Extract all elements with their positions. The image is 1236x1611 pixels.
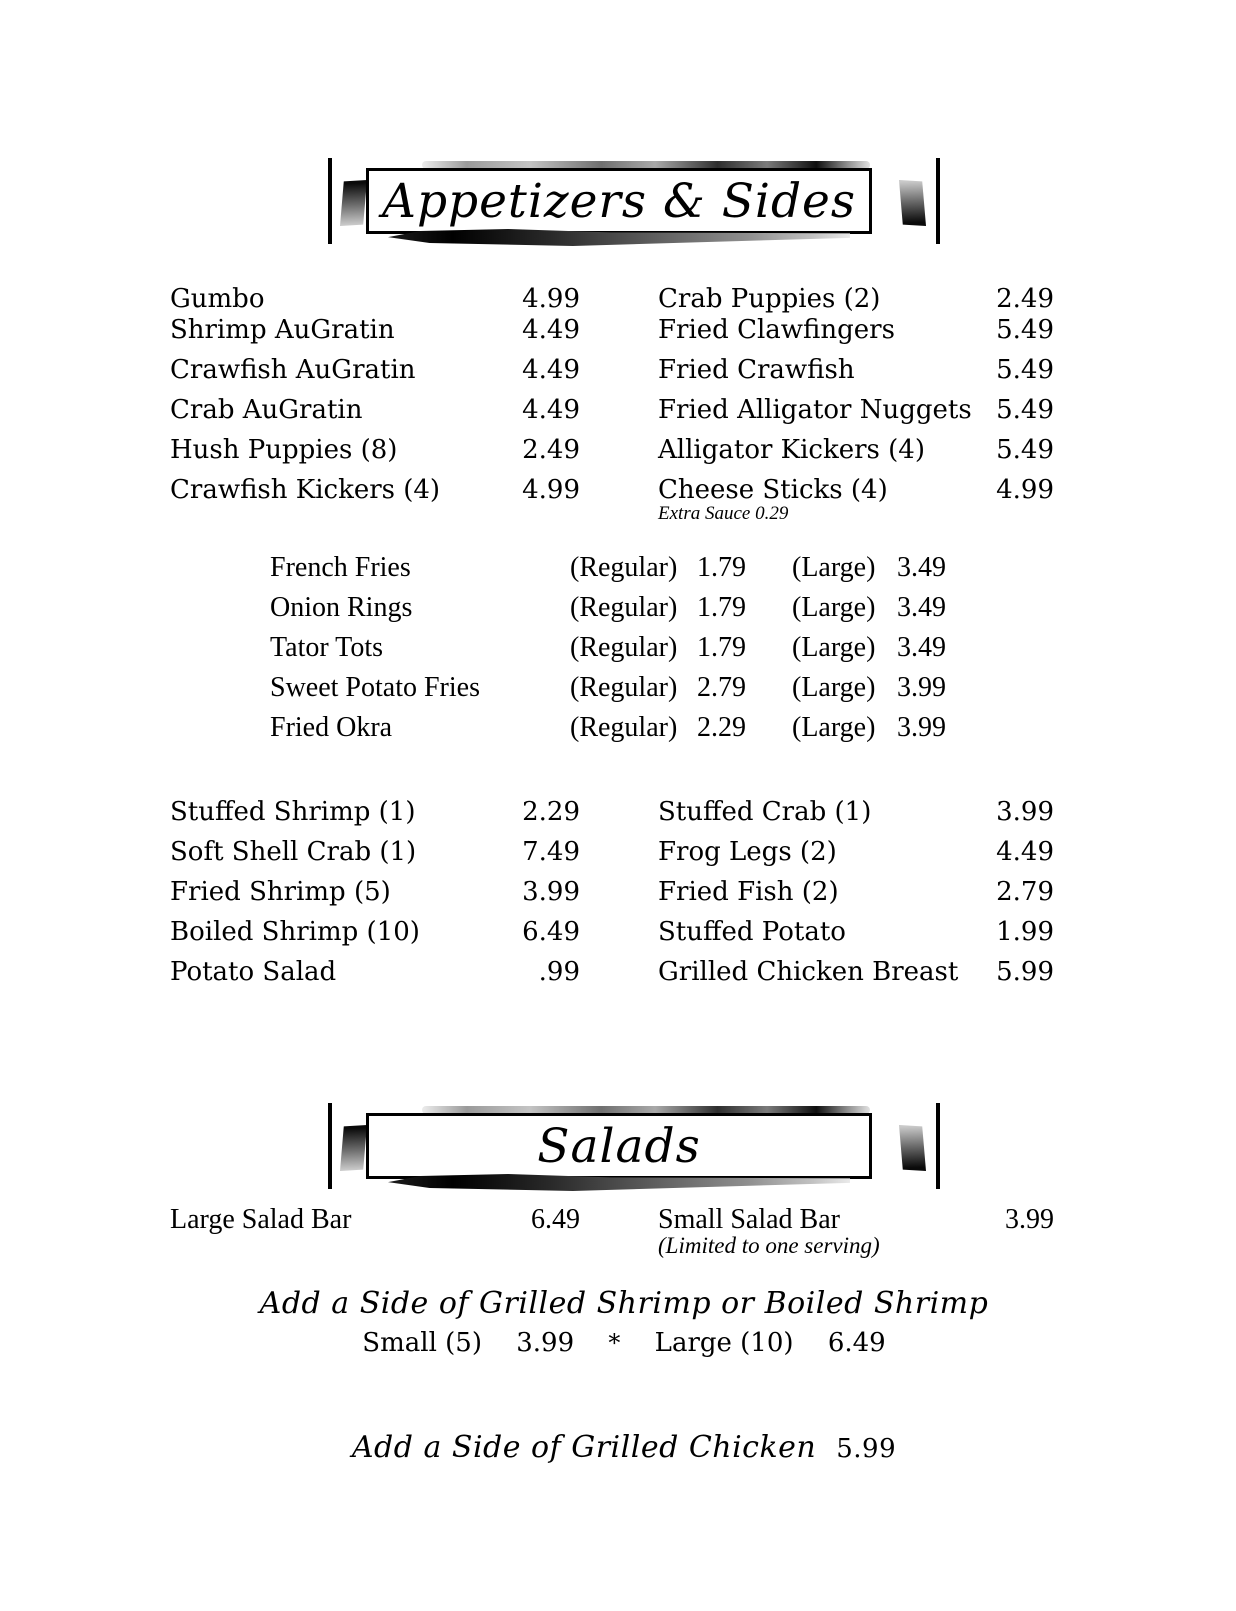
addon-chicken-price: 5.99 [836, 1434, 897, 1464]
menu-item [658, 917, 1054, 947]
menu-item [658, 315, 1054, 345]
menu-row [170, 395, 1054, 429]
menu-row [170, 315, 1054, 349]
menu-row [170, 1205, 1054, 1239]
item-name: Onion Rings [270, 592, 413, 623]
item-price: 3.99 [522, 877, 580, 907]
item-price-regular: 2.79 [697, 672, 746, 703]
size-label-large: (Large) [792, 672, 876, 703]
item-price: 2.79 [996, 877, 1054, 907]
section-title: Appetizers & Sides [382, 173, 856, 229]
item-price: 4.49 [522, 355, 580, 385]
menu-item [170, 355, 580, 385]
menu-item [658, 395, 1054, 425]
item-name: Stuffed Crab (1) [658, 797, 872, 827]
item-name: Hush Puppies (8) [170, 435, 398, 465]
item-price: 5.99 [996, 957, 1054, 987]
menu-row-sized [270, 553, 946, 583]
item-price: 3.99 [1005, 1204, 1054, 1235]
item-name: Gumbo [170, 284, 265, 314]
item-price: 5.49 [996, 355, 1054, 385]
item-price-regular: 1.79 [697, 592, 746, 623]
menu-item [170, 395, 580, 425]
item-name: Sweet Potato Fries [270, 672, 480, 703]
item-name: Alligator Kickers (4) [658, 435, 925, 465]
item-price-large: 3.99 [897, 712, 946, 743]
item-name: Fried Shrimp (5) [170, 877, 391, 907]
item-price: .99 [538, 957, 580, 987]
item-price: 4.49 [522, 395, 580, 425]
header-left-bar [328, 1103, 332, 1189]
item-name: Crawfish AuGratin [170, 355, 416, 385]
menu-item [170, 435, 580, 465]
menu-row-sized [270, 673, 946, 703]
item-price-large: 3.49 [897, 592, 946, 623]
item-name: Fried Clawfingers [658, 315, 895, 345]
item-name: Grilled Chicken Breast [658, 957, 959, 987]
item-name: Crab AuGratin [170, 395, 363, 425]
addon-chicken-text: Add a Side of Grilled Chicken [351, 1430, 817, 1465]
menu-item [658, 475, 1054, 505]
header-right-bar [936, 158, 940, 244]
menu-row-sized [270, 633, 946, 663]
item-name: Tator Tots [270, 632, 383, 663]
item-name: Frog Legs (2) [658, 837, 837, 867]
item-name: Crab Puppies (2) [658, 284, 881, 314]
menu-row-sized [270, 593, 946, 623]
size-label-regular: (Regular) [570, 552, 678, 583]
menu-row [170, 957, 1054, 991]
menu-row [170, 284, 1054, 318]
item-price-large: 3.99 [897, 672, 946, 703]
item-price: 4.49 [522, 315, 580, 345]
menu-item [658, 797, 1054, 827]
section-header-salads [0, 1103, 1236, 1195]
addon-large-label: Large (10) [654, 1328, 794, 1358]
size-label-regular: (Regular) [570, 712, 678, 743]
menu-item [170, 797, 580, 827]
size-label-regular: (Regular) [570, 592, 678, 623]
menu-item [170, 837, 580, 867]
item-name: Cheese Sticks (4) [658, 475, 888, 505]
item-price-regular: 2.29 [697, 712, 746, 743]
header-right-bar [936, 1103, 940, 1189]
item-name: Stuffed Shrimp (1) [170, 797, 416, 827]
item-price: 5.49 [996, 395, 1054, 425]
item-name: Stuffed Potato [658, 917, 846, 947]
item-name: Fried Crawfish [658, 355, 855, 385]
menu-item [170, 284, 580, 314]
item-price: 4.99 [522, 284, 580, 314]
menu-row [170, 475, 1054, 509]
size-label-large: (Large) [792, 592, 876, 623]
header-title-box [366, 1113, 872, 1179]
item-price: 2.49 [522, 435, 580, 465]
menu-item [658, 284, 1054, 314]
item-price: 6.49 [522, 917, 580, 947]
menu-item [658, 435, 1054, 465]
item-price: 1.99 [996, 917, 1054, 947]
item-name: Fried Alligator Nuggets [658, 395, 972, 425]
menu-row [170, 797, 1054, 831]
menu-item [170, 475, 580, 505]
menu-item [170, 917, 580, 947]
menu-item [170, 315, 580, 345]
menu-item [658, 355, 1054, 385]
size-label-large: (Large) [792, 552, 876, 583]
item-price-regular: 1.79 [697, 552, 746, 583]
item-note: Extra Sauce 0.29 [658, 503, 789, 524]
addon-small-label: Small (5) [362, 1328, 482, 1358]
size-label-large: (Large) [792, 712, 876, 743]
menu-row [170, 917, 1054, 951]
item-price: 4.99 [522, 475, 580, 505]
menu-item [658, 957, 1054, 987]
addon-shrimp-heading: Add a Side of Grilled Shrimp or Boiled Shrimp [259, 1286, 989, 1321]
item-name: Boiled Shrimp (10) [170, 917, 420, 947]
menu-row [170, 355, 1054, 389]
item-price: 6.49 [531, 1204, 580, 1235]
menu-row [170, 435, 1054, 469]
item-name: French Fries [270, 552, 411, 583]
menu-row [170, 877, 1054, 911]
item-name: Soft Shell Crab (1) [170, 837, 417, 867]
item-name: Fried Okra [270, 712, 393, 743]
size-label-regular: (Regular) [570, 672, 678, 703]
header-left-bar [328, 158, 332, 244]
item-price-large: 3.49 [897, 552, 946, 583]
item-price: 2.29 [522, 797, 580, 827]
item-price: 4.49 [996, 837, 1054, 867]
header-left-ornament [340, 180, 367, 226]
item-price: 4.99 [996, 475, 1054, 505]
addon-large-price: 6.49 [827, 1328, 886, 1358]
item-price-regular: 1.79 [697, 632, 746, 663]
item-name: Fried Fish (2) [658, 877, 839, 907]
menu-item [658, 1205, 1054, 1235]
header-right-ornament [899, 1125, 926, 1171]
item-name: Small Salad Bar [658, 1204, 840, 1235]
header-right-ornament [899, 180, 926, 226]
menu-row [170, 837, 1054, 871]
size-label-regular: (Regular) [570, 632, 678, 663]
addon-shrimp-prices [0, 1328, 1236, 1358]
menu-item [170, 957, 580, 987]
addon-separator: * [608, 1329, 621, 1357]
section-title: Salads [537, 1118, 701, 1174]
header-title-box [366, 168, 872, 234]
item-note: (Limited to one serving) [658, 1233, 880, 1258]
menu-row-sized [270, 713, 946, 743]
item-price: 5.49 [996, 315, 1054, 345]
item-name: Crawfish Kickers (4) [170, 475, 441, 505]
menu-item [170, 1205, 580, 1235]
item-name: Large Salad Bar [170, 1204, 352, 1235]
section-header-appetizers [0, 158, 1236, 250]
addon-small-price: 3.99 [516, 1328, 575, 1358]
item-name: Shrimp AuGratin [170, 315, 395, 345]
menu-item [658, 877, 1054, 907]
menu-item [658, 837, 1054, 867]
size-label-large: (Large) [792, 632, 876, 663]
item-price-large: 3.49 [897, 632, 946, 663]
item-price: 7.49 [522, 837, 580, 867]
menu-item [170, 877, 580, 907]
header-left-ornament [340, 1125, 367, 1171]
item-name: Potato Salad [170, 957, 337, 987]
item-price: 3.99 [996, 797, 1054, 827]
addon-chicken-line [0, 1430, 1236, 1465]
item-price: 2.49 [996, 284, 1054, 314]
item-price: 5.49 [996, 435, 1054, 465]
